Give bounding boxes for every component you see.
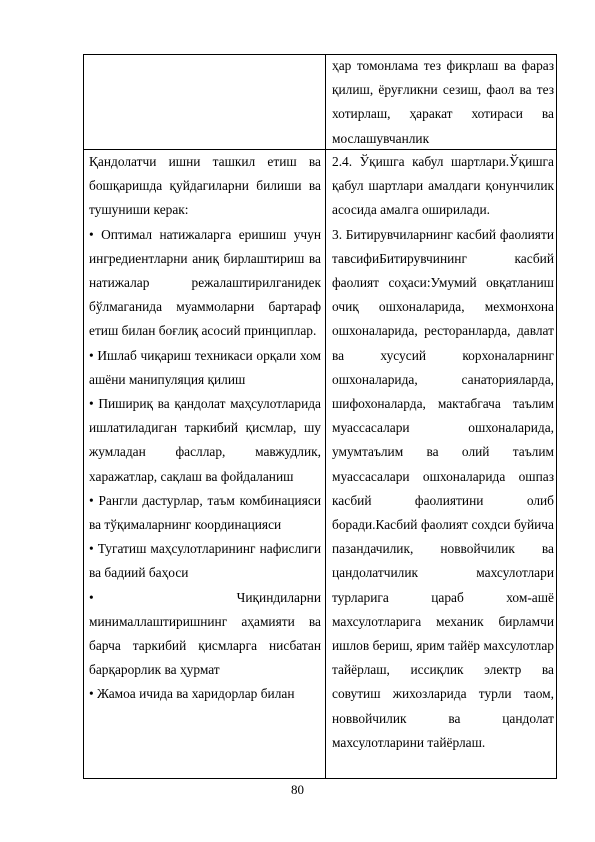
table-right-border <box>556 54 557 779</box>
intro-paragraph: Қандолатчи ишни ташкил етиш ва бошқаришда қуйдагиларни билиши ва тушуниши керак: <box>89 154 321 218</box>
table-bottom-border <box>83 778 557 779</box>
bullet-color-taste: • Рангли дастурлар, таъм комбинацияси ва тўқималарнинг координацияси <box>89 492 321 533</box>
requirements-cell <box>89 150 321 707</box>
skills-cell <box>332 54 554 151</box>
bullet-team: • Жамоа ичида ва харидорлар билан <box>89 686 295 702</box>
bullet-raw-materials: • Ишлаб чиқариш техникаси орқали хом ашёни манипуляция қилиш <box>89 347 321 387</box>
column-divider <box>325 54 326 779</box>
empty-cell <box>89 54 321 148</box>
bullet-finishing: • Тугатиш маҳсулотларининг нафислиги ва бадиий баҳоси <box>89 541 321 581</box>
skills-text: ҳар томонлама тез фикрлаш ва фараз қилиш, ёруғликни сезиш, фаол ва тез хотирлаш, ҳаракат хотираси ва мослашувчанлик <box>332 58 554 146</box>
admission-cell <box>332 150 554 755</box>
bullet-waste: • Чиқиндиларни минималлаштиришнинг аҳамияти ва барча таркибий қисмларга нисбатан барқарорлик ва ҳурмат <box>89 589 321 678</box>
bullet-principles: • Оптимал натижаларга еришиш учун ингредиентларни аниқ бирлаштириш ва натижалар режалаштирилганидек бўлмаганида муаммоларни бартараф етиш билан боғлиқ асосий принциплар. <box>89 226 321 339</box>
admission-paragraph: 2.4. Ўқишга кабул шартлари.Ўқишга қабул шартлари амалдаги қонунчилик асосида амалга оширилади. <box>332 154 554 218</box>
activity-paragraph: 3. Битирувчиларнинг касбий фаолияти тавсифиБитирувчининг касбий фаолият соҳаси:Умумий овқатланиш очиқ ошхоналарида, мехмонхона ошхоналарида, ресторанларда, давлат ва хусусий корхоналарнинг ошхоналарида, санаторияларда, шифохоналарда, мактабгача таълим муассасалари ошхоналарида, умумтаълим ва олий таълим муассасалари ошхоналарида ошпаз касбий фаолиятини олиб боради.Касбий фаолият сохдси буйича пазандачилик, новвойчилик ва цандолатчилик махсулотлари турларига цараб хом-ашё махсулотларига механик бирламчи ишлов бериш, ярим тайёр махсулотлар тайёрлаш, иссиқлик электр ва совутиш жихозларида турли таом, новвойчилик ва цандолат махсулотларини тайёрлаш. <box>332 226 554 750</box>
page-number: 80 <box>291 782 304 797</box>
content-table <box>83 54 557 779</box>
bullet-ingredients: • Пишириқ ва қандолат маҳсулотларида ишлатиладиган таркибий қисмлар, шу жумладан фасллар, мавжудлик, харажатлар, сақлаш ва фойдаланиш <box>89 396 321 484</box>
table-left-border <box>83 54 84 779</box>
